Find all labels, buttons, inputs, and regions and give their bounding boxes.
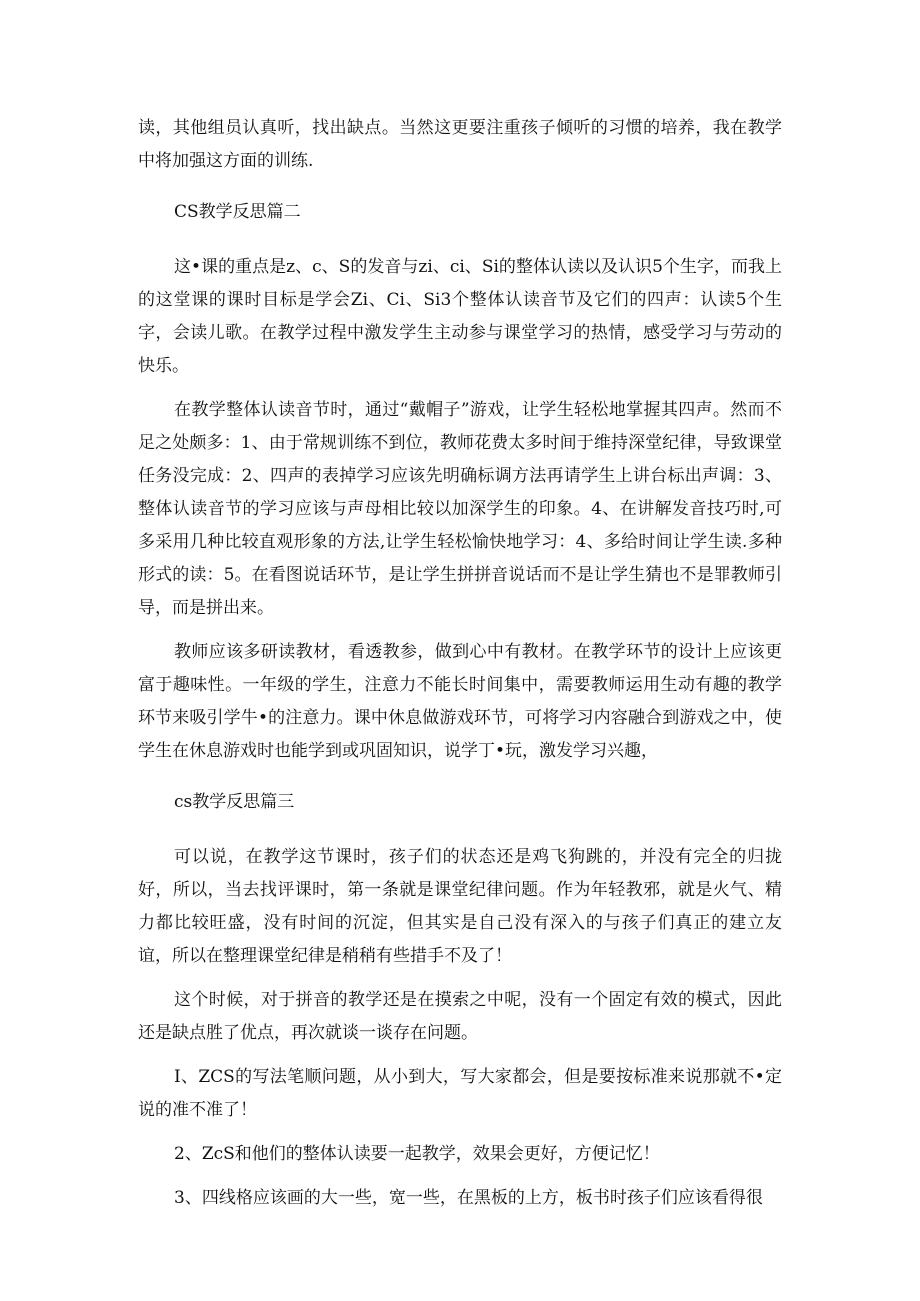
paragraph-shortcomings: 在教学整体认读音节时，通过“戴帽子”游戏，让学生轻松地掌握其四声。然而不足之处颇多：1、由于常规训练不到位，教师花费太多时间于维持深堂纪律，导致课堂任务没完成：2、四声的表掉学习应该先明确标调方法再请学生上讲台标出声调：3、整体认读音节的学习应该与声母相比较以加深学生的印象。4、在讲解发音技巧时,可多采用几种比较直观形象的方法,让学生轻松愉快地学习：4、多给时间让学生读.多种形式的读：5。在看图说话环节，是让学生拼拼音说话而不是让学生猜也不是罪教师引导，而是拼出来。 [138, 400, 782, 618]
paragraph-pinyin-teaching: 这个时候，对于拼音的教学还是在摸索之中呢，没有一个固定有效的模式，因此还是缺点胜了优点，再次就谈一谈存在问题。 [138, 990, 782, 1043]
list-item-3: 3、四线格应该画的大一些，宽一些，在黑板的上方，板书时孩子们应该看得很 [174, 1188, 763, 1208]
list-item-1: I、ZCS的写法笔顺问题，从小到大，写大家都会，但是要按标准来说那就不•定说的准不准了！ [138, 1067, 782, 1120]
list-item-2: 2、ZcS和他们的整体认读要一起教学，效果会更好，方便记忆！ [174, 1144, 660, 1164]
paragraph-lesson-focus: 这•课的重点是z、c、S的发音与zi、ci、Si的整体认读以及认识5个生字，而我上的这堂课的课时目标是学会Zi、Ci、Si3个整体认读音节及它们的四声：认读5个生字，会读儿歌。在教学过程中激发学生主动参与课堂学习的热情，感受学习与劳动的快乐。 [138, 257, 782, 376]
section-heading-3: cs教学反思篇三 [174, 792, 295, 812]
paragraph-teacher-advice: 教师应该多研读教材，看透教参，做到心中有教材。在教学环节的设计上应该更富于趣味性。一年级的学生，注意力不能长时间集中，需要教师运用生动有趣的教学环节来吸引学牛•的注意力。课中休息做游戏环节，可将学习内容融合到游戏之中，使学生在休息游戏时也能学到或巩固知识，说学丁•玩，激发学习兴趣， [138, 642, 782, 761]
paragraph-continued: 读，其他组员认真听，找出缺点。当然这更要注重孩子倾听的习惯的培养，我在教学中将加强这方面的训练. [138, 118, 782, 171]
section-heading-2: CS教学反思篇二 [174, 202, 301, 222]
paragraph-classroom-discipline: 可以说，在教学这节课时，孩子们的状态还是鸡飞狗跳的，并没有完全的归拢好，所以，当去找评课时，第一条就是课堂纪律问题。作为年轻教邪，就是火气、精力都比较旺盛，没有时间的沉淀，但其实是自己没有深入的与孩子们真正的建立友谊，所以在整理课堂纪律是稍稍有些措手不及了！ [138, 847, 782, 966]
